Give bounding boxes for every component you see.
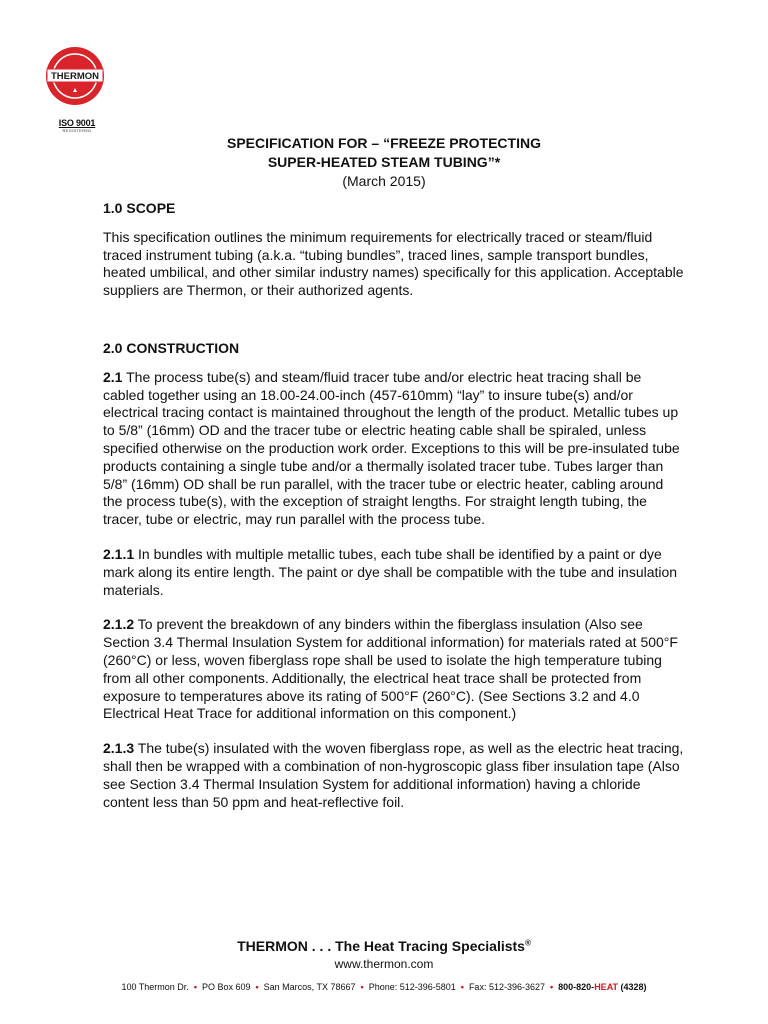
paragraph-2-1-2-text: To prevent the breakdown of any binders within the fiberglass insulation (Also see Section 3.4 Thermal Insulation System for additional information) for materials rated at 500°F (260°C) or less, woven fiberglass rope shall be used to isolate the high temperature tubing from all other components. Additionally, the electrical heat trace shall be protected from exposure to temperatures above its rating of 500°F (260°C). (See Sections 3.2 and 4.0 Electrical Heat Trace for additional information on this component.) <box>103 616 678 722</box>
title-date: (March 2015) <box>342 173 426 189</box>
paragraph-2-1-1 <box>103 546 685 599</box>
document-title <box>0 134 768 191</box>
footer-city: San Marcos, TX 78667 <box>263 982 356 992</box>
paragraph-2-1-text: The process tube(s) and steam/fluid tracer tube and/or electric heat tracing shall be cabled together using an 18.00-24.00-inch (457-610mm) “lay” to insure tube(s) and/or electrical tracing contact is maintained throughout the length of the product. Metallic tubes up to 5/8” (16mm) OD and the tracer tube or electric heating cable shall be spiraled, unless specified otherwise on the production work order. Exceptions to this will be pre-insulated tube products containing a single tube and/or a thermally isolated tracer tube. Tubes larger than 5/8” (16mm) OD shall be run parallel, with the tracer tube or electric heater, cabling around the process tube(s), with the exception of straight lengths. For straight length tubing, the tracer, tube or electric, may run parallel with the process tube. <box>103 368 680 528</box>
scope-heading: 1.0 SCOPE <box>103 200 176 216</box>
paragraph-2-1-3-text: The tube(s) insulated with the woven fiberglass rope, as well as the electric heat tracing, shall then be wrapped with a combination of non-hygroscopic glass fiber insulation tape (Also see Section 3.4 Thermal Insulation System for additional information) having a chloride content less than 50 ppm and heat-reflective foil. <box>103 740 684 810</box>
paragraph-2-1-3 <box>103 740 685 811</box>
footer-slogan <box>0 938 768 954</box>
title-line-2: SUPER-HEATED STEAM TUBING”* <box>267 154 501 170</box>
svg-text:THERMON: THERMON <box>50 71 100 82</box>
footer-tollfree-number: (4328) <box>618 982 647 992</box>
scope-paragraph: This specification outlines the minimum requirements for electrically traced or steam/fluid traced instrument tubing (a.k.a. “tubing bundles”, traced lines, sample transport bundles, heated umbilical, and other similar industry names) specifically for this application. Acceptable suppliers are Thermon, or their authorized agents. <box>103 228 684 299</box>
footer-address: 100 Thermon Dr. <box>121 982 189 992</box>
footer-separator-bullet: • <box>193 982 197 992</box>
paragraph-2-1-2 <box>103 616 685 723</box>
paragraph-2-1-number: 2.1 <box>103 368 123 385</box>
footer-fax: Fax: 512-396-3627 <box>468 982 545 992</box>
registered-mark: ® <box>524 938 531 948</box>
paragraph-2-1 <box>103 369 685 529</box>
paragraph-2-1-1-number: 2.1.1 <box>103 545 135 562</box>
footer-contact-line <box>0 982 768 992</box>
paragraph-2-1-3-number: 2.1.3 <box>103 740 135 757</box>
footer-tollfree-prefix: 800-820- <box>558 982 595 992</box>
iso-9001-text: ISO 9001 <box>58 118 96 128</box>
footer-separator-bullet: • <box>550 982 554 992</box>
footer-separator-bullet: • <box>360 982 364 992</box>
footer-separator-bullet: • <box>255 982 259 992</box>
footer-website-link[interactable]: www.thermon.com <box>334 957 434 971</box>
footer-pobox: PO Box 609 <box>201 982 251 992</box>
paragraph-2-1-1-text: In bundles with multiple metallic tubes, each tube shall be identified by a paint or dye mark along its entire length. The paint or dye shall be compatible with the tube and insulation materials. <box>103 545 678 598</box>
footer-slogan-text: THERMON . . . The Heat Tracing Specialists <box>237 938 525 954</box>
construction-heading: 2.0 CONSTRUCTION <box>103 339 240 356</box>
footer-separator-bullet: • <box>460 982 464 992</box>
paragraph-2-1-2-number: 2.1.2 <box>103 616 135 633</box>
iso-registered-text: REGISTERED <box>62 128 92 133</box>
thermon-logo <box>45 46 105 106</box>
title-line-1: SPECIFICATION FOR – “FREEZE PROTECTING <box>227 135 541 151</box>
footer-tollfree-heat: HEAT <box>594 982 619 992</box>
iso-9001-mark <box>55 118 99 133</box>
footer-phone: Phone: 512-396-5801 <box>368 982 456 992</box>
document-body <box>103 200 685 811</box>
